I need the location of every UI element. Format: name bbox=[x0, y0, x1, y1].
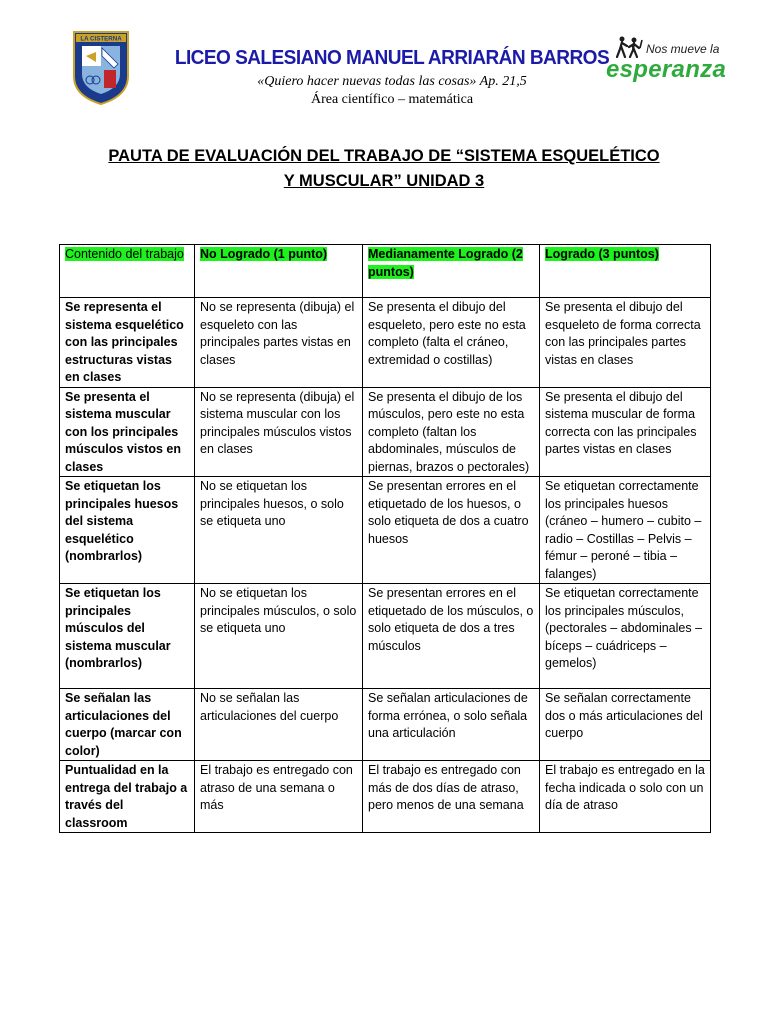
table-row bbox=[60, 689, 711, 761]
table-cell: Se presenta el dibujo del sistema muscular de forma correcta con las principales partes vistas en clases bbox=[540, 387, 711, 477]
table-cell: Se presentan errores en el etiquetado de los músculos, o solo etiqueta de dos a tres músculos bbox=[363, 584, 540, 689]
table-cell: El trabajo es entregado con más de dos días de atraso, pero menos de una semana bbox=[363, 761, 540, 833]
brand-tagline: Nos mueve la bbox=[646, 42, 720, 56]
table-cell: Se etiquetan correctamente los principales músculos, (pectorales – abdominales – bíceps – cuádriceps – gemelos) bbox=[540, 584, 711, 689]
school-motto: «Quiero hacer nuevas todas las cosas» Ap. 21,5 bbox=[257, 74, 527, 89]
document-header bbox=[0, 0, 768, 120]
table-row bbox=[60, 761, 711, 833]
school-name: LICEO SALESIANO MANUEL ARRIARÁN BARROS bbox=[174, 46, 610, 69]
table-cell: Se presenta el dibujo del esqueleto, pero este no esta completo (falta el cráneo, extremidad o costillas) bbox=[363, 298, 540, 388]
header-content: Contenido del trabajo bbox=[65, 247, 184, 261]
table-cell: Se etiquetan correctamente los principales huesos (cráneo – humero – cubito – radio – Costillas – Pelvis – fémur – peroné – tibia – falanges) bbox=[540, 477, 711, 584]
table-cell: No se etiquetan los principales huesos, o solo se etiqueta uno bbox=[195, 477, 363, 584]
table-cell: No se representa (dibuja) el sistema muscular con los principales músculos vistos en clases bbox=[195, 387, 363, 477]
document-title bbox=[60, 144, 708, 194]
brand-name: esperanza bbox=[606, 56, 727, 83]
criterion-cell: Se presenta el sistema muscular con los principales músculos vistos en clases bbox=[60, 387, 195, 477]
table-row bbox=[60, 387, 711, 477]
walking-people-icon bbox=[616, 36, 644, 58]
table-cell: Se presenta el dibujo del esqueleto de forma correcta con las principales partes vistas en clases bbox=[540, 298, 711, 388]
table-cell: Se presentan errores en el etiquetado de los huesos, o solo etiqueta de dos a cuatro huesos bbox=[363, 477, 540, 584]
header-partially-achieved: Medianamente Logrado (2 puntos) bbox=[368, 247, 523, 279]
school-crest-logo bbox=[72, 30, 130, 106]
criterion-cell: Se representa el sistema esquelético con las principales estructuras vistas en clases bbox=[60, 298, 195, 388]
table-cell: Se señalan correctamente dos o más articulaciones del cuerpo bbox=[540, 689, 711, 761]
table-row bbox=[60, 477, 711, 584]
criterion-cell: Se señalan las articulaciones del cuerpo (marcar con color) bbox=[60, 689, 195, 761]
header-cell bbox=[60, 245, 195, 298]
criterion-cell: Se etiquetan los principales músculos del sistema muscular (nombrarlos) bbox=[60, 584, 195, 689]
evaluation-rubric-table bbox=[59, 244, 711, 833]
table-row bbox=[60, 584, 711, 689]
table-row bbox=[60, 298, 711, 388]
header-cell bbox=[195, 245, 363, 298]
table-cell: No se representa (dibuja) el esqueleto con las principales partes vistas en clases bbox=[195, 298, 363, 388]
header-achieved: Logrado (3 puntos) bbox=[545, 247, 659, 261]
table-cell: Se presenta el dibujo de los músculos, pero este no esta completo (faltan los abdominales, músculos de piernas, brazos o pectorales) bbox=[363, 387, 540, 477]
crest-text: LA CISTERNA bbox=[80, 35, 122, 43]
table-cell: No se señalan las articulaciones del cuerpo bbox=[195, 689, 363, 761]
criterion-cell: Puntualidad en la entrega del trabajo a través del classroom bbox=[60, 761, 195, 833]
table-cell: El trabajo es entregado con atraso de una semana o más bbox=[195, 761, 363, 833]
table-cell: El trabajo es entregado en la fecha indicada o solo con un día de atraso bbox=[540, 761, 711, 833]
department-area: Área científico – matemática bbox=[310, 92, 474, 107]
criterion-cell: Se etiquetan los principales huesos del sistema esquelético (nombrarlos) bbox=[60, 477, 195, 584]
table-header-row bbox=[60, 245, 711, 298]
header-not-achieved: No Logrado (1 punto) bbox=[200, 247, 328, 261]
title-line-1: PAUTA DE EVALUACIÓN DEL TRABAJO DE “SISTEMA ESQUELÉTICO bbox=[108, 147, 660, 165]
title-line-2: Y MUSCULAR” UNIDAD 3 bbox=[283, 172, 485, 190]
header-cell bbox=[363, 245, 540, 298]
table-cell: No se etiquetan los principales músculos, o solo se etiqueta uno bbox=[195, 584, 363, 689]
brand-logo bbox=[604, 36, 726, 86]
table-cell: Se señalan articulaciones de forma errónea, o solo señala una articulación bbox=[363, 689, 540, 761]
header-cell bbox=[540, 245, 711, 298]
